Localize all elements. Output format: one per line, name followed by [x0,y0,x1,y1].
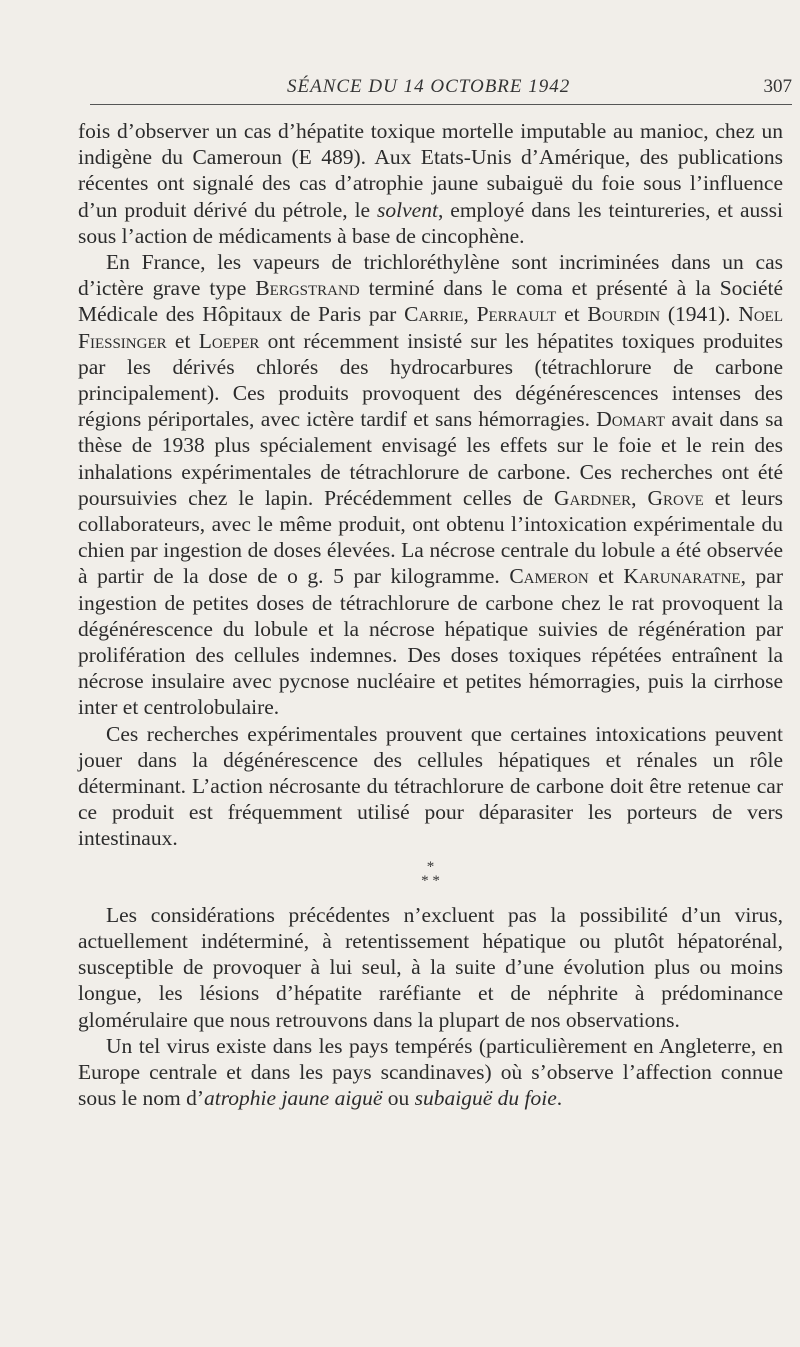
text-run: et leurs collaborateurs, avec le même produit, ont obtenu l’intoxication expérimentale du chien par ingestion de doses élevées. La nécrose centrale du lobule a été observée à partir de la dose de o g. 5 par kilogramme. [78,485,783,589]
text-run: , [463,302,477,327]
text-run: . [556,1086,563,1111]
author-name: Domart [596,407,666,432]
text-run: Un tel virus existe dans les pays tempérés (particulièrement en Angleterre, en Europe centrale et dans les pays scandinaves) où s’observe l’affection connue sous le nom d’ [78,1033,783,1111]
text-run: , employé dans les teintureries, et aussi sous l’action de médicaments à base de cincophène. [78,197,783,248]
text-run: avait dans sa thèse de 1938 plus spécialement envisagé les effets sur le foie et le rein des inhalations expérimentales de tétrachlorure de carbone. Ces recherches ont été poursuivies chez le lapin. Précédemment celles de [78,407,783,510]
text-run: , par ingestion de petites doses de tétrachlorure de carbone chez le rat provoquent la dégénérescence du lobule et la nécrose hépatique suivies de régénération par prolifération des cellules indemnes. Des doses toxiques répétées entraînent la nécrose insulaire avec pycnose nucléaire et petites hémorragies, puis la cirrhose inter et centrolobulaire. [78,564,783,720]
body-text [78,118,783,1111]
paragraph-1 [78,118,783,249]
paragraph-2 [78,249,783,721]
text-run: et [166,328,199,353]
author-name: Gardner [553,485,632,510]
paragraph-3: Ces recherches expérimentales prouvent que certaines intoxications peuvent jouer dans la dégénérescence des cellules hépatiques et rénales un rôle déterminant. L’action nécrosante du tétrachlorure de carbone doit être retenue car ce produit est fréquemment utilisé pour déparasiter les porteurs de vers intestinaux. [78,721,783,851]
author-name: Noel Fiessinger [78,302,783,353]
italic-term: subaiguë du foie [414,1086,557,1111]
text-run: et [556,302,588,327]
author-name: Loeper [198,328,260,353]
asterism [78,860,783,888]
author-name: Cameron [509,564,589,589]
page-header [90,76,792,106]
text-run: (1941). [660,302,739,327]
header-rule [90,104,792,105]
author-name: Grove [647,485,704,510]
author-name: Bourdin [587,302,661,327]
running-head: SÉANCE DU 14 OCTOBRE 1942 [287,76,571,97]
author-name: Karunaratne [623,564,741,589]
italic-term: solvent [377,197,438,222]
asterism-top: * [426,858,435,875]
paragraph-4: Les considérations précédentes n’excluent pas la possibilité d’un virus, actuellement indéterminé, à retentissement hépatique ou plutôt hépatorénal, susceptible de provoquer à lui seul, à la suite d’une évolution plus ou moins longue, les lésions d’hépatite raréfiante et de néphrite à prédominance glomérulaire que nous retrouvons dans la plupart de nos observations. [78,902,783,1032]
text-run: , [631,485,648,510]
text-run: ont récemment insisté sur les hépatites toxiques produites par les dérivés chlorés des hydrocarbures (tétrachlorure de carbone principalement). Ces produits provoquent des dégénérescences intenses des régions périportales, avec ictère tardif et sans hémorragies. [78,328,783,432]
author-name: Carrie [404,302,464,327]
author-name: Perrault [476,302,557,327]
text-run: En France, les vapeurs de trichloréthylène sont incriminées dans un cas d’ictère grave type [78,250,783,301]
text-run: fois d’observer un cas d’hépatite toxique mortelle imputable au manioc, chez un indigène du Cameroun (E 489). Aux Etats-Unis d’Amérique, des publications récentes ont signalé des cas d’atrophie jaune subaiguë du foie sous l’influence d’un produit dérivé du pétrole, le [78,119,783,222]
text-run: ou [382,1086,415,1111]
paragraph-5 [78,1033,783,1112]
author-name: Bergstrand [255,276,360,301]
text-run: terminé dans le coma et présenté à la Société Médicale des Hôpitaux de Paris par [78,276,784,327]
text-run: et [588,564,624,589]
asterism-bottom: * * [421,872,440,889]
page-number: 307 [763,76,792,97]
italic-term: atrophie jaune aiguë [204,1086,383,1111]
